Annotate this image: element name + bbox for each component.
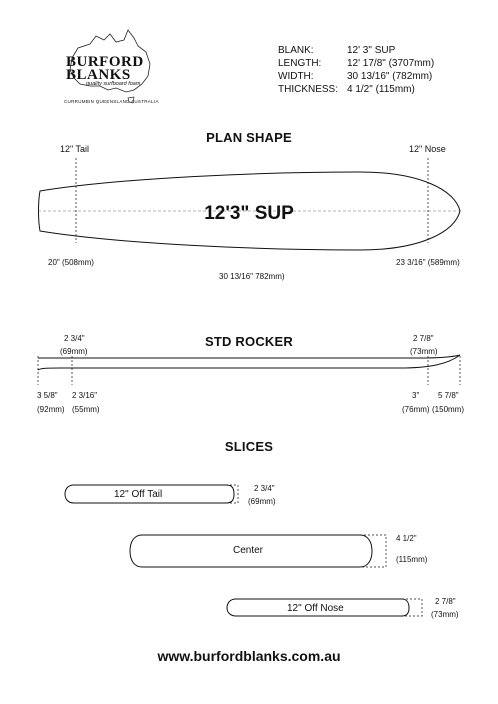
slice-nose-dim-in: 2 7/8" — [435, 597, 456, 606]
logo-line1: BURFORD — [66, 54, 144, 70]
rocker-bottom-line — [38, 355, 460, 370]
spec-value: 30 13/16" (782mm) — [347, 71, 433, 82]
slice-center-dim — [360, 535, 386, 567]
plan-tail-width: 20" (508mm) — [48, 258, 94, 267]
plan-shape-heading: PLAN SHAPE — [206, 130, 292, 145]
spec-value: 4 1/2" (115mm) — [347, 84, 415, 95]
slice-center-dim-in: 4 1/2" — [396, 534, 417, 543]
rocker-tail12-mm: (69mm) — [60, 347, 88, 356]
slice-tail-label: 12" Off Tail — [114, 489, 163, 500]
spec-key: LENGTH: — [278, 58, 322, 69]
plan-nose-width: 23 3/16" (589mm) — [396, 258, 460, 267]
spec-key: BLANK: — [278, 45, 314, 56]
board-name: 12'3" SUP — [204, 203, 294, 224]
rocker-nose-thick-mm: (76mm) — [402, 405, 430, 414]
rocker-heading: STD ROCKER — [205, 334, 293, 349]
spec-value: 12' 3" SUP — [347, 45, 396, 56]
slice-nose-dim — [402, 599, 422, 616]
rocker-tail-in: 3 5/8" — [37, 391, 58, 400]
logo-line2: BLANKS — [66, 67, 131, 83]
website-url[interactable]: www.burfordblanks.com.au — [157, 648, 341, 664]
slices-heading: SLICES — [224, 439, 274, 454]
slice-center-label: Center — [233, 545, 264, 556]
spec-key: WIDTH: — [278, 71, 314, 82]
logo-tagline: quality surfboard foam — [86, 81, 141, 87]
rocker-nose12-mm: (73mm) — [410, 347, 438, 356]
rocker-tail-thick-in: 2 3/16" — [72, 391, 98, 400]
slice-nose-label: 12" Off Nose — [287, 603, 344, 614]
rocker-nose12-in: 2 7/8" — [413, 334, 434, 343]
rocker-nose-mm: (150mm) — [432, 405, 465, 414]
rocker-tail-mm: (92mm) — [37, 405, 65, 414]
slice-center-dim-mm: (115mm) — [396, 555, 428, 564]
rocker-tail-thick-mm: (55mm) — [72, 405, 100, 414]
spec-value: 12' 17/8" (3707mm) — [347, 58, 435, 69]
slice-tail-dim-mm: (69mm) — [248, 497, 276, 506]
logo-location: CURRUMBIN QUEENSLAND AUSTRALIA — [64, 99, 159, 104]
rocker-tail12-in: 2 3/4" — [64, 334, 85, 343]
rocker-nose-thick-in: 3" — [412, 391, 420, 400]
plan-max-width: 30 13/16" 782mm) — [219, 272, 285, 281]
spec-key: THICKNESS: — [278, 84, 339, 95]
slice-tail-dim-in: 2 3/4" — [254, 484, 275, 493]
plan-nose-label: 12" Nose — [409, 144, 446, 154]
plan-tail-label: 12" Tail — [60, 144, 90, 154]
slice-nose-dim-mm: (73mm) — [431, 610, 459, 619]
rocker-nose-in: 5 7/8" — [438, 391, 459, 400]
rocker-deck-line — [38, 355, 460, 358]
logo-wordmark — [66, 56, 144, 82]
